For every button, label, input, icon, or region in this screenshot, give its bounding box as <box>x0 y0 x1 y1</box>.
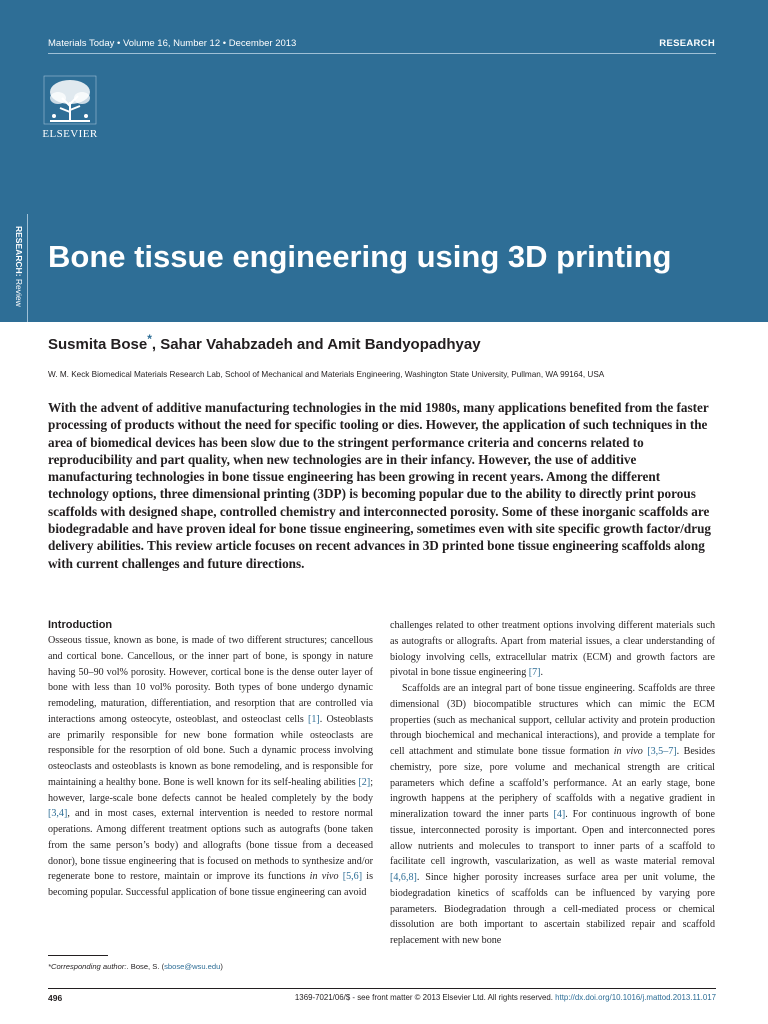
citation-link[interactable]: [3,5–7] <box>647 746 677 757</box>
affiliation: W. M. Keck Biomedical Materials Research Lab, School of Mechanical and Materials Engineering, Washington State University, Pullman, WA 99164, USA <box>48 370 605 379</box>
paragraph: challenges related to other treatment options involving different materials such as autografts or allografts. Apart from material issues, a clear understanding of biology involving cells, extracellular matrix (ECM) and growth factors are pivotal in bone tissue engineering [7]. <box>390 620 715 679</box>
footnote-rule <box>48 955 108 956</box>
footer-rule <box>48 988 716 989</box>
side-divider <box>27 214 28 322</box>
author-list: Susmita Bose*, Sahar Vahabzadeh and Amit Bandyopadhyay <box>48 332 481 353</box>
body-column-right <box>390 618 715 949</box>
citation-link[interactable]: [1] <box>308 713 320 725</box>
publisher-name: ELSEVIER <box>42 128 98 140</box>
article-title: Bone tissue engineering using 3D printing <box>48 239 672 274</box>
body-column-left <box>48 618 373 901</box>
footer-line: 1369-7021/06/$ - see front matter © 2013 Elsevier Ltd. All rights reserved. http://dx.doi.org/10.1016/j.mattod.2013.11.017 <box>294 993 716 1002</box>
page-number: 496 <box>48 993 63 1003</box>
header-rule <box>48 53 716 54</box>
paragraph: Scaffolds are an integral part of bone tissue engineering. Scaffolds are three dimensional (3D) biocompatible structures which can mimic the ECM properties (such as mechanical support, cellular activity and protein production through biochemical and mechanical interactions), and provide a template for cell attachment and stimulate bone tissue formation in vivo [3,5–7]. Besides chemistry, pore size, pore volume and mechanical strength are critical parameters which define a scaffold’s performance. At an early stage, bone ingrowth happens at the periphery of scaffolds with a negative gradient in mineralization toward the inner parts [4]. For continuous ingrowth of bone tissue, interconnected porosity is important. Open and interconnected pores allow nutrients and molecules to transport to inner parts of a scaffold to facilitate cell ingrowth, vascularization, as well as waste material removal [4,6,8]. Since higher porosity increases surface area per unit volume, the biodegradation kinetics of scaffolds can be influenced by varying pore parameters. Biodegradation through a cell-mediated process or chemical dissolution are both important to ascertain stabilized repair and scaffold replacement with new bone <box>390 683 716 946</box>
citation-link[interactable]: [3,4] <box>48 808 68 820</box>
footnote: *Corresponding author:. Bose, S. (sbose@wsu.edu) <box>48 962 223 971</box>
paragraph: Osseous tissue, known as bone, is made of two different structures; cancellous and cortical bone. Cancellous, or the inner part of bone, is spongy in nature having 50–90 vol% porosity. However, cortical bone is the dense outer layer of bone with less than 10 vol% porosity. Both types of bone undergo dynamic remodeling, maturation, differentiation, and resorption that are controlled via interactions among osteocyte, osteoblast, and osteoclast cells [1]. Osteoblasts are primarily responsible for new bone formation while osteoclasts are responsible for the resorption of old bone. Such a dynamic process involving osteoclasts and osteoblasts is known as bone remodeling, and is responsible for maintaining a healthy bone. Bone is well known for its self-healing abilities [2]; however, large-scale bone defects cannot be healed completely by the body [3,4], and in most cases, external intervention is needed to restore normal operations. Among different treatment options such as autografts (bone taken from the same person’s body) and allografts (bone tissue from a deceased donor), bone tissue engineering that is focused on methods to synthesize and/or regenerate bone to restore, maintain or improve its functions in vivo [5,6] is becoming popular. Successful application of bone tissue engineering can avoid <box>48 635 374 898</box>
citation-link[interactable]: [7] <box>528 667 541 679</box>
citation-link[interactable]: [4] <box>553 809 566 820</box>
citation-link[interactable]: [4,6,8] <box>390 872 417 883</box>
doi-link[interactable]: http://dx.doi.org/10.1016/j.mattod.2013.11.017 <box>555 993 716 1002</box>
journal-line: Materials Today • Volume 16, Number 12 • December 2013 <box>48 38 297 49</box>
abstract: With the advent of additive manufacturing technologies in the mid 1980s, many applications benefited from the faster processing of products without the need for specific tooling or dies. However, the application of such techniques in the area of biomedical devices has been slow due to the stringent performance criteria and concerns related to reproducibility and part quality, when new technologies are in their infancy. However, the use of additive manufacturing technologies in bone tissue engineering has been growing in recent years. Among the different technology options, three dimensional printing (3DP) is becoming popular due to the ability to directly print porous scaffolds with designed shape, controlled chemistry and interconnected porosity. Some of these inorganic scaffolds are biodegradable and have proven ideal for bone tissue engineering, sometimes even with site specific growth factor/drug delivery abilities. This review article focuses on recent advances in 3D printed bone tissue engineering scaffolds along with current challenges and future directions. <box>48 400 712 571</box>
section-heading-introduction: Introduction <box>48 619 113 631</box>
corresponding-author-link[interactable]: * <box>147 332 152 346</box>
email-link[interactable]: sbose@wsu.edu <box>164 962 221 971</box>
citation-link[interactable]: [2] <box>358 776 371 788</box>
side-section-label: RESEARCH: Review <box>14 226 24 307</box>
citation-link[interactable]: [5,6] <box>342 871 363 883</box>
section-label: RESEARCH <box>659 38 715 49</box>
